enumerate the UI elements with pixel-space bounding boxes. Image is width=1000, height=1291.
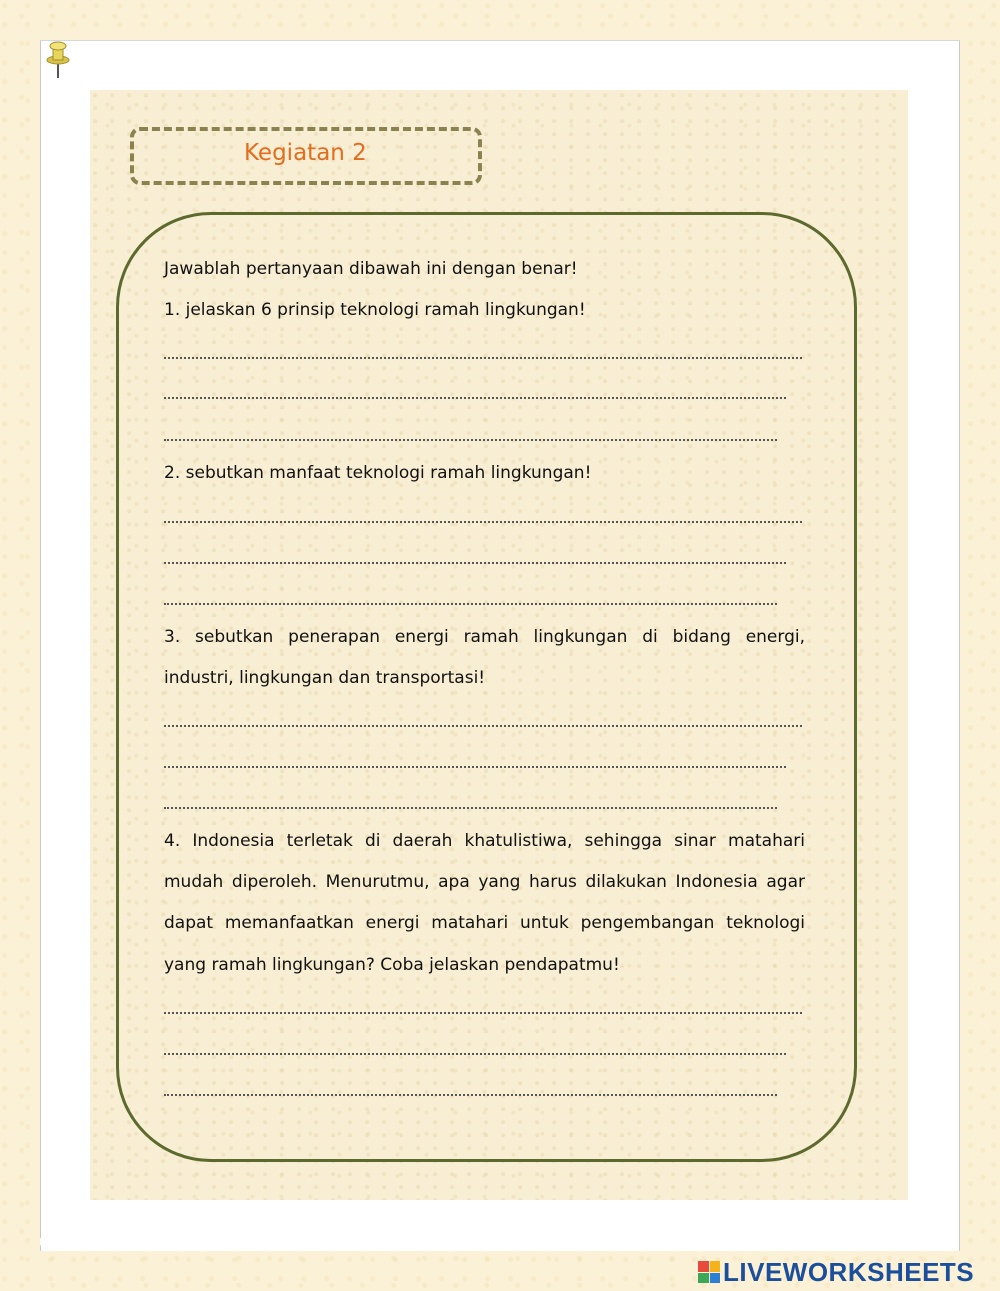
question-3-line-2: industri, lingkungan dan transportasi! — [164, 668, 486, 688]
question-4-line-2: mudah diperoleh. Menurutmu, apa yang harus dilakukan Indonesia agar — [164, 872, 805, 892]
answer-line[interactable] — [164, 521, 802, 523]
answer-line[interactable] — [164, 439, 777, 441]
paper-torn-edge — [40, 1238, 958, 1254]
answer-line[interactable] — [164, 725, 802, 727]
answer-line[interactable] — [164, 1012, 802, 1014]
answer-line[interactable] — [164, 397, 786, 399]
answer-line[interactable] — [164, 766, 786, 768]
instruction-text: Jawablah pertanyaan dibawah ini dengan benar! — [164, 259, 578, 279]
answer-line[interactable] — [164, 1053, 786, 1055]
liveworksheets-brand[interactable] — [698, 1258, 974, 1286]
answer-line[interactable] — [164, 603, 777, 605]
answer-line[interactable] — [164, 357, 802, 359]
liveworksheets-logo-icon — [698, 1261, 720, 1283]
answer-line[interactable] — [164, 562, 786, 564]
question-3-line-1: 3. sebutkan penerapan energi ramah lingkungan di bidang energi, — [164, 627, 805, 647]
worksheet-title: Kegiatan 2 — [244, 140, 367, 166]
question-1-line-1: 1. jelaskan 6 prinsip teknologi ramah lingkungan! — [164, 300, 586, 320]
pushpin-icon — [44, 38, 72, 80]
answer-line[interactable] — [164, 1094, 777, 1096]
question-4-line-3: dapat memanfaatkan energi matahari untuk pengembangan teknologi — [164, 913, 805, 933]
question-4-line-1: 4. Indonesia terletak di daerah khatulistiwa, sehingga sinar matahari — [164, 831, 805, 851]
question-2-line-1: 2. sebutkan manfaat teknologi ramah lingkungan! — [164, 463, 592, 483]
answer-line[interactable] — [164, 807, 777, 809]
question-4-line-4: yang ramah lingkungan? Coba jelaskan pendapatmu! — [164, 955, 620, 975]
brand-text: LIVEWORKSHEETS — [723, 1256, 975, 1287]
